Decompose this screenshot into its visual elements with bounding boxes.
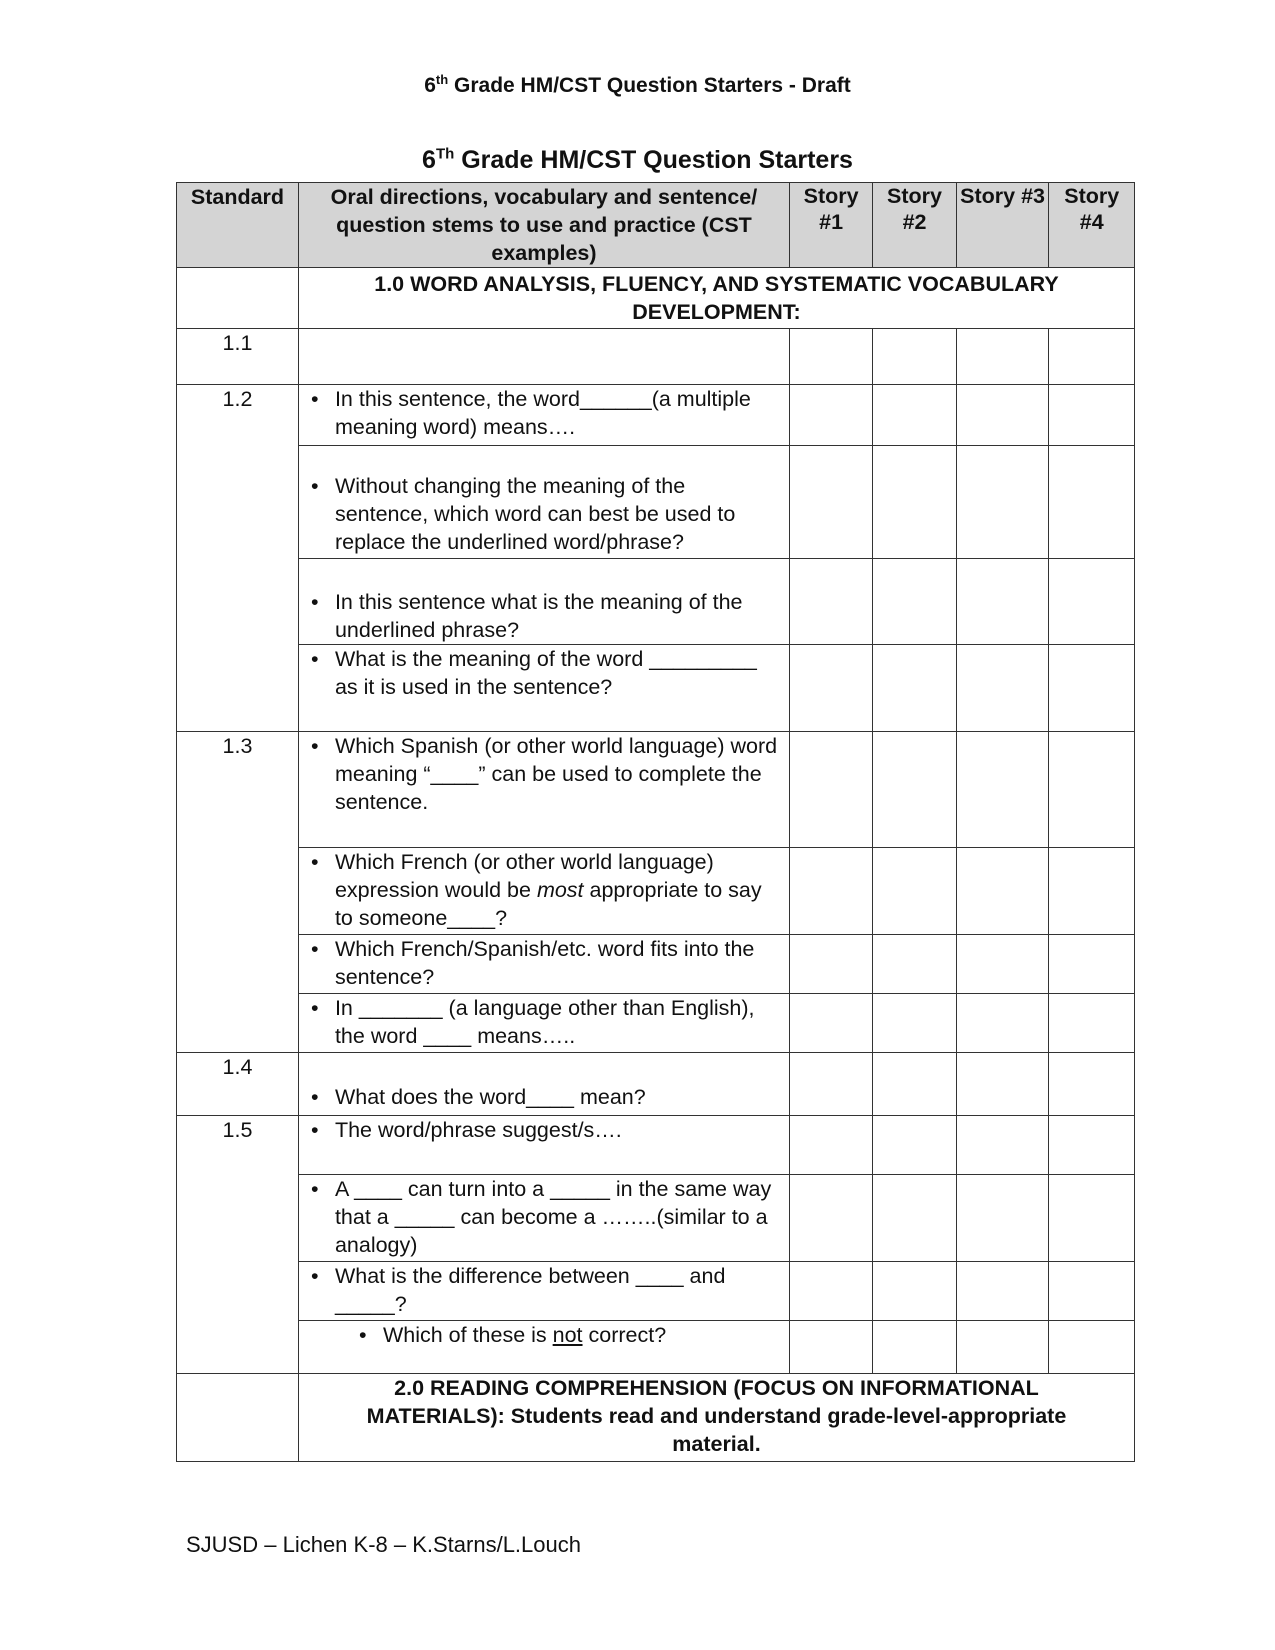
story-2-cell [873, 848, 956, 935]
bullet-icon: • [310, 937, 319, 961]
story-2-cell [873, 1175, 956, 1262]
question-text [383, 1321, 666, 1349]
table-row [177, 1262, 1135, 1321]
bullet-icon: • [310, 387, 319, 411]
question-text: Without changing the meaning of the sentence, which word can best be used to replace the underlined word/phrase? [334, 474, 736, 554]
directions-cell [298, 1116, 789, 1175]
story-3-cell [956, 1175, 1049, 1262]
bullet-icon: • [310, 1085, 319, 1109]
question-text: What does the word____ mean? [334, 1085, 646, 1109]
bullet-icon: • [310, 850, 319, 874]
question-text-part: Which French (or other world language) expression would be [334, 850, 714, 902]
table-row [177, 1321, 1135, 1374]
bullet-icon: • [310, 474, 319, 498]
story-1-cell [789, 559, 872, 645]
directions-cell [298, 446, 789, 559]
list-item [299, 588, 789, 644]
story-1-cell [789, 1175, 872, 1262]
story-4-cell [1049, 1175, 1135, 1262]
document-title [0, 146, 1275, 175]
list-item [299, 1083, 789, 1115]
story-3-cell [956, 1116, 1049, 1175]
list-item [299, 1321, 789, 1349]
story-4-cell [1049, 329, 1135, 385]
standard-1-5: 1.5 [177, 1116, 299, 1374]
story-3-cell [956, 935, 1049, 994]
story-3-cell [956, 1321, 1049, 1374]
story-3-cell [956, 559, 1049, 645]
standard-1-1: 1.1 [177, 329, 299, 385]
story-1-cell [789, 848, 872, 935]
bullet-icon: • [310, 1264, 319, 1288]
story-2-cell [873, 994, 956, 1053]
story-3-cell [956, 446, 1049, 559]
section-2-title: 2.0 READING COMPREHENSION (FOCUS ON INFORMATIONAL MATERIALS): Students read and understand grade-level-appropriate material. [298, 1374, 1134, 1462]
doc-title-pre: 6 [422, 146, 436, 174]
directions-cell [298, 1262, 789, 1321]
story-2-cell [873, 645, 956, 732]
story-3-cell [956, 385, 1049, 446]
header-standard: Standard [177, 183, 299, 268]
story-2-cell [873, 1116, 956, 1175]
directions-cell [298, 1321, 789, 1374]
question-text [335, 848, 781, 932]
table-header-row [177, 183, 1135, 268]
table-row [177, 848, 1135, 935]
table-row [177, 935, 1135, 994]
bullet-icon: • [310, 996, 319, 1020]
header-directions: Oral directions, vocabulary and sentence/ question stems to use and practice (CST examples) [298, 183, 789, 268]
story-1-cell [789, 1053, 872, 1116]
list-item [299, 472, 789, 558]
list-item [299, 1116, 789, 1144]
directions-cell [298, 935, 789, 994]
question-text: Which Spanish (or other world language) word meaning “____” can be used to complete the sentence. [334, 734, 778, 814]
story-3-cell [956, 848, 1049, 935]
story-1-cell [789, 732, 872, 848]
question-text: Which French/Spanish/etc. word fits into the sentence? [334, 937, 755, 989]
standard-1-4: 1.4 [177, 1053, 299, 1116]
directions-cell [298, 329, 789, 385]
story-1-cell [789, 385, 872, 446]
bullet-icon: • [310, 1118, 319, 1142]
question-text: A ____ can turn into a _____ in the same way that a _____ can become a ……..(similar to a analogy) [334, 1177, 772, 1257]
story-1-cell [789, 446, 872, 559]
directions-cell [298, 732, 789, 848]
bullet-icon: • [310, 734, 319, 758]
question-text: In this sentence, the word______(a multiple meaning word) means…. [334, 387, 751, 439]
standard-1-2: 1.2 [177, 385, 299, 732]
story-1-cell [789, 935, 872, 994]
list-item [299, 935, 789, 991]
table-row [177, 385, 1135, 446]
table-row [177, 329, 1135, 385]
question-text-part: Which of these is [382, 1323, 553, 1347]
story-4-cell [1049, 994, 1135, 1053]
bullet-icon: • [358, 1323, 367, 1347]
story-3-cell [956, 1262, 1049, 1321]
story-4-cell [1049, 935, 1135, 994]
story-3-cell [956, 329, 1049, 385]
header-story-1: Story #1 [789, 183, 872, 268]
question-text: The word/phrase suggest/s…. [334, 1118, 622, 1142]
header-title-pre: 6 [424, 74, 436, 97]
story-3-cell [956, 645, 1049, 732]
list-item [299, 645, 789, 701]
story-4-cell [1049, 848, 1135, 935]
directions-cell [298, 645, 789, 732]
section-row-1 [177, 268, 1135, 329]
directions-cell [298, 994, 789, 1053]
story-2-cell [873, 385, 956, 446]
table-row [177, 645, 1135, 732]
table-row [177, 1116, 1135, 1175]
question-underline: not [552, 1323, 583, 1347]
list-item [299, 732, 789, 816]
table-row [177, 994, 1135, 1053]
header-story-3: Story #3 [956, 183, 1049, 268]
directions-cell [298, 385, 789, 446]
question-text-part: appropriate to say to someone____? [334, 878, 762, 930]
story-2-cell [873, 446, 956, 559]
story-1-cell [789, 645, 872, 732]
story-4-cell [1049, 385, 1135, 446]
question-emphasis: most [536, 878, 584, 902]
story-4-cell [1049, 1053, 1135, 1116]
table-row [177, 1175, 1135, 1262]
directions-cell [298, 848, 789, 935]
story-3-cell [956, 1053, 1049, 1116]
section-2-standard-cell [177, 1374, 299, 1462]
doc-title-post: Grade HM/CST Question Starters [454, 146, 853, 174]
list-item [299, 385, 789, 441]
story-2-cell [873, 559, 956, 645]
question-text: What is the difference between ____ and _____? [334, 1264, 726, 1316]
section-1-title: 1.0 WORD ANALYSIS, FLUENCY, AND SYSTEMATIC VOCABULARY DEVELOPMENT: [298, 268, 1134, 329]
section-1-standard-cell [177, 268, 299, 329]
story-1-cell [789, 1321, 872, 1374]
list-item [299, 1262, 789, 1318]
header-story-4: Story #4 [1049, 183, 1135, 268]
story-4-cell [1049, 1262, 1135, 1321]
question-text-part: correct? [582, 1323, 667, 1347]
page-footer: SJUSD – Lichen K-8 – K.Starns/L.Louch [186, 1532, 581, 1557]
list-item [299, 848, 789, 932]
bullet-icon: • [310, 590, 319, 614]
header-title-sup: th [435, 72, 449, 87]
question-text: What is the meaning of the word _________ as it is used in the sentence? [334, 647, 757, 699]
section-row-2 [177, 1374, 1135, 1462]
story-2-cell [873, 1321, 956, 1374]
story-2-cell [873, 732, 956, 848]
story-4-cell [1049, 1116, 1135, 1175]
story-4-cell [1049, 1321, 1135, 1374]
story-2-cell [873, 1262, 956, 1321]
story-1-cell [789, 1116, 872, 1175]
story-3-cell [956, 732, 1049, 848]
table-row [177, 732, 1135, 848]
list-item [299, 994, 789, 1050]
table-row [177, 1053, 1135, 1116]
header-story-2: Story #2 [873, 183, 956, 268]
story-2-cell [873, 1053, 956, 1116]
question-text: In this sentence what is the meaning of the underlined phrase? [334, 590, 743, 642]
question-starters-table [176, 182, 1135, 1462]
directions-cell [298, 559, 789, 645]
bullet-icon: • [310, 1177, 319, 1201]
directions-cell [298, 1175, 789, 1262]
page-header [0, 74, 1275, 98]
standard-1-3: 1.3 [177, 732, 299, 1053]
directions-cell [298, 1053, 789, 1116]
header-title-post: Grade HM/CST Question Starters - Draft [448, 74, 851, 97]
story-2-cell [873, 329, 956, 385]
doc-title-sup: Th [435, 145, 455, 163]
story-1-cell [789, 329, 872, 385]
story-3-cell [956, 994, 1049, 1053]
table-row [177, 559, 1135, 645]
story-4-cell [1049, 732, 1135, 848]
story-1-cell [789, 1262, 872, 1321]
table-row [177, 446, 1135, 559]
story-1-cell [789, 994, 872, 1053]
list-item [299, 1175, 789, 1259]
story-2-cell [873, 935, 956, 994]
story-4-cell [1049, 446, 1135, 559]
question-text: In _______ (a language other than English), the word ____ means….. [334, 996, 755, 1048]
bullet-icon: • [310, 647, 319, 671]
story-4-cell [1049, 645, 1135, 732]
story-4-cell [1049, 559, 1135, 645]
